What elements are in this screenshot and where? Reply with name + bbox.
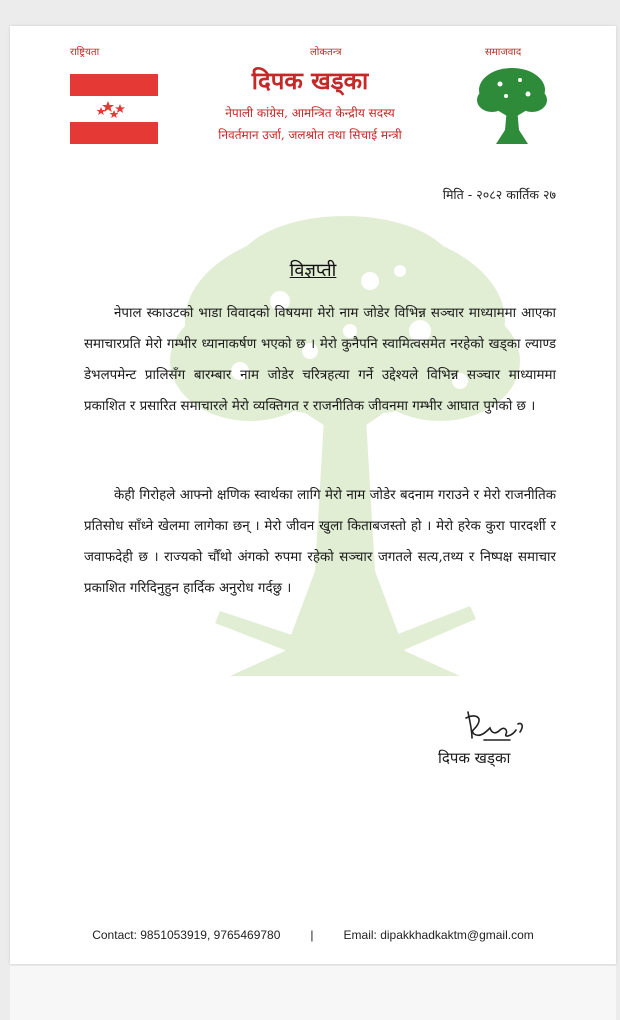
page-title [10, 258, 616, 282]
body-paragraph-1: नेपाल स्काउटको भाडा विवादको विषयमा मेरो नाम जोडेर विभिन्न सञ्चार माध्याममा आएका समाचारप्रति मेरो गम्भीर ध्यानाकर्षण भएको छ । मेरो कुनैपनि स्वामित्वसमेत नरहेको खड्का ल्याण्ड डेभलपमेन्ट प्रालिसँग बारम्बार नाम जोडेर चरित्रहत्या गर्ने उद्देश्यले विभिन्न सञ्चार माध्याममा प्रकाशित र प्रसारित समाचारले मेरो व्यक्तिगत र राजनीतिक जीवनमा गम्भीर आघात पुगेको छ । [84, 306, 556, 414]
label-nationalism: राष्ट्रियता [70, 47, 100, 58]
handwritten-signature [460, 704, 530, 746]
contact-footer [10, 928, 616, 942]
bottom-strip [10, 966, 616, 1020]
label-socialism: समाजवाद [485, 47, 522, 58]
tree-icon [476, 64, 548, 148]
party-flag-icon [70, 74, 158, 144]
contact-email: Email: dipakkhadkaktm@gmail.com [343, 928, 534, 942]
body-paragraph-2: केही गिरोहले आफ्नो क्षणिक स्वार्थका लागि मेरो नाम जोडेर बदनाम गराउने र मेरो राजनीतिक प्रतिसोध साँध्ने खेलमा लागेका छन् । मेरो जीवन खुला किताबजस्तो हो । मेरो हरेक कुरा पारदर्शी र जवाफदेही छ । राज्यको चौँथो अंगको रुपमा रहेको सञ्चार जगतले सत्य,तथ्य र निष्पक्ष समाचार प्रकाशित गरिदिनुहुन हार्दिक अनुरोध गर्दछु । [84, 488, 556, 596]
signatory-name: दिपक खड्का [438, 749, 511, 767]
footer-separator: | [310, 928, 314, 942]
label-democracy: लोकतन्त्र [310, 47, 342, 58]
press-release-page [10, 26, 616, 964]
author-designation-1: नेपाली कांग्रेस, आमन्त्रित केन्द्रीय सदस्य [225, 106, 395, 120]
date-line: मिति - २०८२ कार्तिक २७ [442, 187, 556, 202]
author-designation-2: निवर्तमान उर्जा, जलश्रोत तथा सिचाई मन्त्री [218, 128, 402, 142]
contact-phones: Contact: 9851053919, 9765469780 [92, 928, 281, 942]
author-name-heading: दिपक खड्का [251, 66, 369, 95]
title-text: विज्ञप्ती [289, 260, 337, 281]
